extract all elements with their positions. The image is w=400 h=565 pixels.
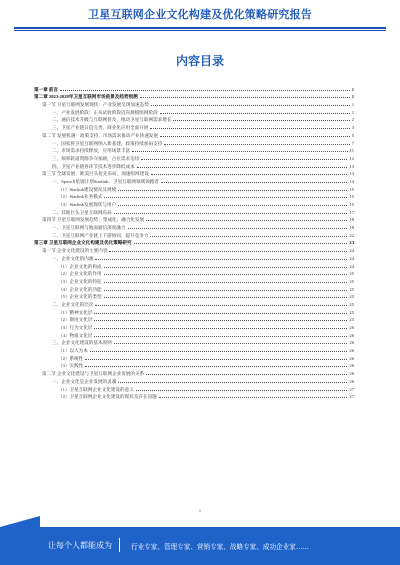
toc-leader-dots <box>104 290 348 291</box>
toc-entry-page: 24 <box>349 263 354 269</box>
footer-slogan: 让每个人都能成为 <box>48 541 112 550</box>
toc-entry[interactable] <box>34 184 354 192</box>
toc-entry-page: 15 <box>349 186 354 192</box>
toc-entry[interactable] <box>34 199 354 207</box>
toc-entry-title: 第三节 全球发展：欧美巨头抢先布局，加速组网建设 <box>42 171 149 177</box>
toc-entry-title: （2）Starlink业务模式 <box>58 194 103 200</box>
toc-entry-page: 1 <box>351 109 354 115</box>
toc-entry-title: （1）精神文化层 <box>58 309 93 315</box>
toc-entry-page: 25 <box>349 278 354 284</box>
toc-entry-title: （1）Starlink建设情况及规模 <box>58 186 117 192</box>
toc-entry[interactable] <box>34 115 354 123</box>
toc-entry-title: （5）企业文化的类型 <box>58 294 102 300</box>
toc-entry-title: 一、SpaceX星链计划Starlink：卫星互联网领域领跑者 <box>52 178 159 184</box>
toc-entry-page: 26 <box>349 348 354 354</box>
toc-entry-page: 26 <box>349 378 354 384</box>
toc-entry[interactable] <box>34 345 354 353</box>
toc-entry-page: 25 <box>349 286 354 292</box>
toc-leader-dots <box>104 282 348 283</box>
toc-entry[interactable] <box>34 138 354 146</box>
toc-leader-dots <box>104 267 348 268</box>
toc-entry-title: （3）行为文化层 <box>58 325 93 330</box>
toc-entry-title: 二、通信技术升级与互联网普及，推动卫星互联网需求增长 <box>52 117 172 123</box>
toc-entry[interactable] <box>34 368 354 376</box>
toc-entry[interactable] <box>34 146 354 154</box>
toc-entry[interactable] <box>34 215 354 223</box>
toc-entry[interactable] <box>34 353 354 361</box>
toc-entry-page: 25 <box>349 301 354 307</box>
toc-leader-dots <box>141 159 347 160</box>
toc-entry-title: 第一节 企业文化建设的主要内容 <box>42 248 108 254</box>
toc-entry-title: 第二节 发展机遇：政策支持，市场需求推动产业快速发展 <box>42 132 158 138</box>
toc-entry[interactable] <box>34 122 354 130</box>
toc-entry[interactable] <box>34 92 354 100</box>
toc-entry[interactable] <box>34 207 354 215</box>
toc-entry-title: （4）企业文化的功能 <box>58 286 102 292</box>
toc-entry[interactable] <box>34 276 354 284</box>
toc-entry-page: 25 <box>349 294 354 300</box>
footer-accent <box>0 516 40 527</box>
toc-entry-title: 第一节 卫星互联网发展现状：产业发展呈现加速态势 <box>42 102 149 108</box>
toc-entry-page: 26 <box>349 340 354 346</box>
toc-entry-page: 7 <box>351 140 354 146</box>
toc-entry-title: 三、企业文化建设的基本原则 <box>52 340 112 346</box>
toc-leader-dots <box>94 313 347 314</box>
toc-leader-dots <box>60 90 350 91</box>
toc-entry-title: 第四节 卫星互联网发展趋势：集成化、融合化发展 <box>42 217 145 223</box>
toc-entry-title: 一、国家将卫星互联网纳入新基建，政策持续加码支持 <box>52 140 163 146</box>
toc-leader-dots <box>146 220 347 221</box>
toc-entry-title: 第二节 企业文化建设与卫星互联网企业发展的关系 <box>42 371 145 377</box>
toc-entry[interactable] <box>34 161 354 169</box>
toc-entry[interactable] <box>34 292 354 300</box>
toc-entry-page: 25 <box>349 317 354 323</box>
toc-entry-title: 一、产业发展阶段：正从试验阶段迈向规模组网阶段 <box>52 109 158 115</box>
toc-entry-page: 1 <box>351 102 354 108</box>
toc-leader-dots <box>150 236 347 237</box>
toc-entry-title: （2）卫星互联网企业文化建设的现状及存在问题 <box>58 394 157 400</box>
toc-entry-page: 27 <box>349 394 354 400</box>
toc-entry-page: 22 <box>349 232 354 238</box>
toc-entry-page: 13 <box>349 171 354 177</box>
toc-leader-dots <box>114 213 348 214</box>
page-header <box>0 0 400 40</box>
toc-entry[interactable] <box>34 230 354 238</box>
toc-entry-title: （1）卫星互联网企业文化建设的意义 <box>58 386 134 392</box>
toc-entry[interactable] <box>34 269 354 277</box>
footer-tagline: 行业专家、管理专家、营销专家、战略专家、成功企业家…… <box>131 543 310 551</box>
toc-leader-dots <box>159 397 348 398</box>
toc-leader-dots <box>114 343 348 344</box>
toc-leader-dots <box>95 259 347 260</box>
toc-heading: 内容目录 <box>175 54 224 68</box>
toc-entry-page: 17 <box>349 209 354 215</box>
toc-entry[interactable] <box>34 107 354 115</box>
toc-entry-title: 二、卫星互联网产业链上下游协同，提升竞争力 <box>52 232 149 238</box>
page-footer <box>0 527 400 565</box>
header-divider <box>14 27 386 29</box>
toc-entry-title: 二、市场需求持续释放，应用场景丰富 <box>52 148 131 154</box>
footer-divider <box>119 538 120 552</box>
toc-entry[interactable] <box>34 322 354 330</box>
toc-leader-dots <box>140 97 350 98</box>
toc-entry-title: 第一章 前言 <box>34 86 59 92</box>
toc-entry-page: 26 <box>349 325 354 330</box>
toc-leader-dots <box>151 105 350 106</box>
toc-entry-title: （2）制度文化层 <box>58 317 93 323</box>
header-divider-thin <box>14 30 386 31</box>
toc-entry-title: （3）实践性 <box>58 363 84 369</box>
toc-entry-page: 14 <box>349 178 354 184</box>
toc-leader-dots <box>104 274 348 275</box>
toc-entry-title: （1）企业文化的构成 <box>58 263 102 269</box>
toc-entry-title: 二、企业文化的层次 <box>52 301 94 307</box>
toc-leader-dots <box>161 182 347 183</box>
toc-entry-page: 26 <box>349 355 354 361</box>
toc-leader-dots <box>146 374 347 375</box>
toc-leader-dots <box>95 305 347 306</box>
toc-entry-page: 24 <box>349 248 354 254</box>
toc-leader-dots <box>118 382 347 383</box>
toc-leader-dots <box>137 167 348 168</box>
toc-leader-dots <box>151 174 348 175</box>
toc-entry-title: 第二章 2023-2028年卫星互联网市场前景及趋势预测 <box>34 94 138 100</box>
toc-entry-title: 一、卫星互联网与地面通信深度融合 <box>52 225 126 231</box>
toc-leader-dots <box>94 320 347 321</box>
toc-entry[interactable] <box>34 222 354 230</box>
toc-entry-page: 12 <box>349 155 354 161</box>
toc-entry-page: 15 <box>349 202 354 207</box>
toc-leader-dots <box>160 113 350 114</box>
toc-entry[interactable] <box>34 245 354 253</box>
toc-entry-title: （3）企业文化的特征 <box>58 278 102 284</box>
toc-entry[interactable] <box>34 261 354 269</box>
toc-leader-dots <box>104 297 348 298</box>
toc-leader-dots <box>94 328 347 329</box>
toc-entry-page: 3 <box>351 125 354 131</box>
toc-entry[interactable] <box>34 176 354 184</box>
toc-entry[interactable] <box>34 330 354 338</box>
toc-entry-page: 15 <box>349 194 354 200</box>
toc-entry-page: 26 <box>349 371 354 377</box>
toc-entry[interactable] <box>34 361 354 369</box>
toc-entry[interactable] <box>34 169 354 177</box>
document-title: 卫星互联网企业文化构建及优化策略研究报告 <box>88 8 312 21</box>
toc-leader-dots <box>85 359 347 360</box>
toc-entry[interactable] <box>34 299 354 307</box>
toc-entry-title: （3）Starlink发展现状与用户 <box>58 202 117 207</box>
toc-entry-page: 11 <box>349 148 354 154</box>
toc-entry-title: 二、其他巨头卫星互联网布局 <box>52 209 112 215</box>
page-number: 1 <box>198 508 202 513</box>
toc-leader-dots <box>118 205 347 206</box>
toc-entry-title: （2）企业文化的作用 <box>58 271 102 277</box>
toc-entry[interactable] <box>34 153 354 161</box>
toc-entry-title: （1）以人为本 <box>58 348 88 354</box>
toc-leader-dots <box>90 351 348 352</box>
toc-entry-title: 四、卫星产业链各环节技术进步降低成本 <box>52 163 135 169</box>
toc-entry-page: 1 <box>351 94 354 100</box>
toc-entry-page: 27 <box>349 386 354 392</box>
toc-leader-dots <box>132 151 347 152</box>
toc-entry-page: 5 <box>351 132 354 138</box>
toc-leader-dots <box>85 366 347 367</box>
toc-entry-page: 1 <box>351 86 354 92</box>
toc-entry-page: 13 <box>349 163 354 169</box>
toc-entry-page: 25 <box>349 309 354 315</box>
toc-leader-dots <box>104 197 347 198</box>
toc-entry-title: 三、频率轨道资源争夺加剧，占位需求迫切 <box>52 155 140 161</box>
toc-entry-page: 18 <box>349 225 354 231</box>
toc-entry[interactable] <box>34 315 354 323</box>
toc-leader-dots <box>164 144 349 145</box>
toc-leader-dots <box>94 336 347 337</box>
toc-entry-page: 18 <box>349 217 354 223</box>
toc-entry[interactable] <box>34 392 354 400</box>
toc-entry[interactable] <box>34 384 354 392</box>
toc-leader-dots <box>150 128 349 129</box>
toc-leader-dots <box>173 120 349 121</box>
toc-entry[interactable] <box>34 284 354 292</box>
toc-leader-dots <box>136 390 348 391</box>
toc-entry[interactable] <box>34 338 354 346</box>
toc-leader-dots <box>118 190 347 191</box>
toc-entry[interactable] <box>34 130 354 138</box>
toc-entry[interactable] <box>34 376 354 384</box>
toc-entry-page: 23 <box>349 240 354 246</box>
toc-leader-dots <box>109 251 347 252</box>
toc-entry-page: 26 <box>349 363 354 369</box>
toc-leader-dots <box>128 228 348 229</box>
toc-entry[interactable] <box>34 238 354 246</box>
toc-entry[interactable] <box>34 99 354 107</box>
toc-leader-dots <box>160 136 350 137</box>
toc-entry-title: 一、企业文化的内涵 <box>52 255 94 261</box>
toc-entry-page: 2 <box>351 117 354 123</box>
toc-entry-page: 26 <box>349 332 354 338</box>
toc-entry-title: 一、企业文化是企业发展的灵魂 <box>52 378 117 384</box>
toc-entry[interactable] <box>34 192 354 200</box>
table-of-contents <box>34 84 354 399</box>
toc-entry[interactable] <box>34 307 354 315</box>
toc-leader-dots <box>134 243 348 244</box>
toc-entry[interactable] <box>34 84 354 92</box>
toc-entry-title: 第三章 卫星互联网企业文化构建及优化策略研究 <box>34 240 132 246</box>
toc-entry-page: 24 <box>349 255 354 261</box>
toc-entry-title: （4）物质文化层 <box>58 332 93 338</box>
toc-entry[interactable] <box>34 253 354 261</box>
toc-entry-title: 三、卫星产业链日趋完善，商业化应用全面开展 <box>52 125 149 131</box>
toc-entry-title: （2）系统性 <box>58 355 84 361</box>
toc-entry-page: 25 <box>349 271 354 277</box>
